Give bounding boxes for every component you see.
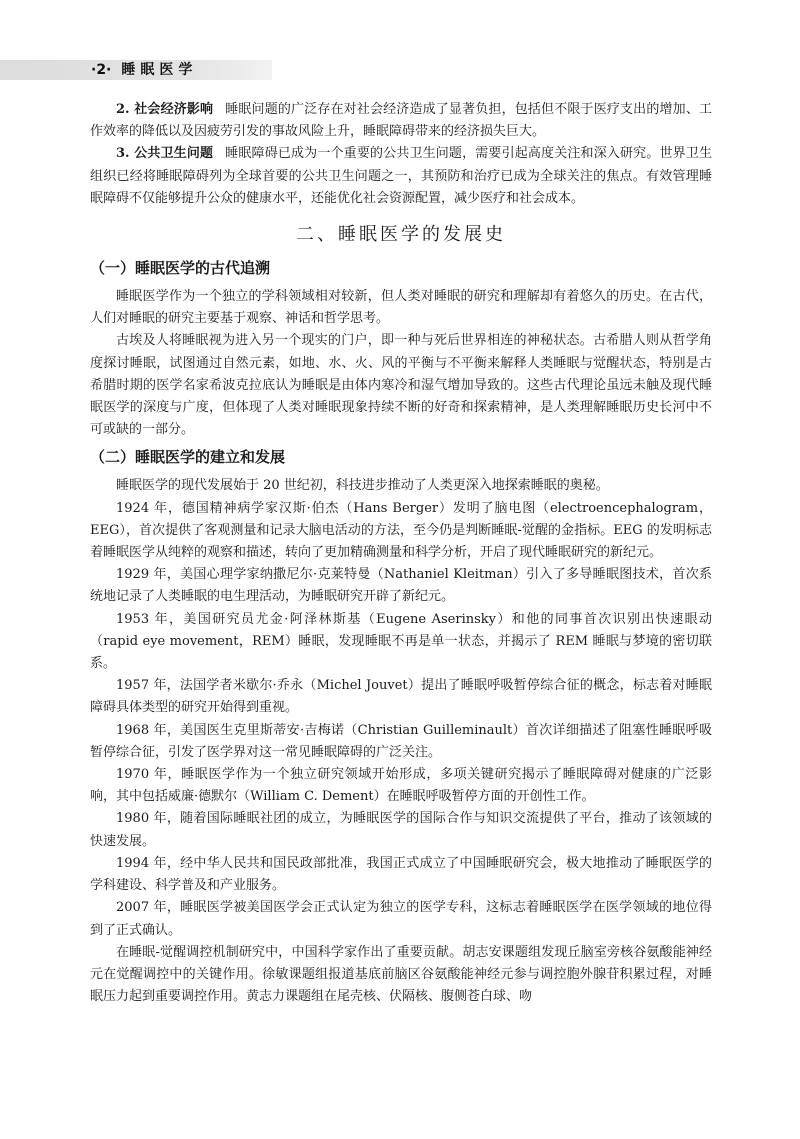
paragraph: 1970 年，睡眠医学作为一个独立研究领域开始形成，多项关键研究揭示了睡眠障碍对健康的广泛影响，其中包括威廉·德默尔（William C. Dement）在睡眠呼吸暂停方面的开创性工作。 [90, 767, 712, 805]
running-title: 睡眠医学 [121, 62, 198, 78]
subsection-title-ancient: （一）睡眠医学的古代追溯 [90, 259, 271, 278]
section-title: 二、睡眠医学的发展史 [296, 224, 506, 246]
paragraph-label: 3. 公共卫生问题 [116, 146, 214, 162]
subsection-title-modern: （二）睡眠医学的建立和发展 [90, 448, 286, 467]
paragraph: 1980 年，随着国际睡眠社团的成立，为睡眠医学的国际合作与知识交流提供了平台，推动了该领域的快速发展。 [90, 811, 712, 849]
paragraph: 1929 年，美国心理学家纳撒尼尔·克莱特曼（Nathaniel Kleitman）引入了多导睡眠图技术，首次系统地记录了人类睡眠的电生理活动，为睡眠研究开辟了新纪元。 [90, 567, 712, 605]
paragraph: 在睡眠-觉醒调控机制研究中，中国科学家作出了重要贡献。胡志安课题组发现丘脑室旁核谷氨酸能神经元在觉醒调控中的关键作用。徐敏课题组报道基底前脑区谷氨酸能神经元参与调控胞外腺苷积累过程，对睡眠压力起到重要调控作用。黄志力课题组在尾壳核、伏隔核、腹侧苍白球、吻 [90, 944, 712, 1005]
paragraph-public-health [90, 143, 712, 210]
paragraph: 1953 年，美国研究员尤金·阿泽林斯基（Eugene Aserinsky）和他的同事首次识别出快速眼动（rapid eye movement，REM）睡眠，发现睡眠不再是单一状态，并揭示了 REM 睡眠与梦境的密切联系。 [90, 611, 712, 672]
paragraph: 1968 年，美国医生克里斯蒂安·吉梅诺（Christian Guilleminault）首次详细描述了阻塞性睡眠呼吸暂停综合征，引发了医学界对这一常见睡眠障碍的广泛关注。 [90, 722, 712, 760]
paragraph-economic-impact [90, 99, 712, 143]
paragraph: 1994 年，经中华人民共和国民政部批准，我国正式成立了中国睡眠研究会，极大地推动了睡眠医学的学科建设、科学普及和产业服务。 [90, 855, 712, 894]
paragraph: 睡眠医学作为一个独立的学科领域相对较新，但人类对睡眠的研究和理解却有着悠久的历史。在古代，人们对睡眠的研究主要基于观察、神话和哲学思考。 [90, 289, 712, 327]
paragraph: 睡眠医学的现代发展始于 20 世纪初，科技进步推动了人类更深入地探索睡眠的奥秘。 [116, 478, 609, 494]
page-body [90, 99, 712, 1008]
paragraph: 1957 年，法国学者米歇尔·乔永（Michel Jouvet）提出了睡眠呼吸暂停综合征的概念，标志着对睡眠障碍具体类型的研究开始得到重视。 [90, 678, 712, 716]
paragraph-label: 2. 社会经济影响 [116, 102, 214, 117]
running-header [91, 61, 197, 79]
paragraph-text: 睡眠障碍已成为一个重要的公共卫生问题，需要引起高度关注和深入研究。世界卫生组织已经将睡眠障碍列为全球首要的公共卫生问题之一，其预防和治疗已成为全球关注的焦点。有效管理睡眠障碍不仅能够提升公众的健康水平，还能优化社会资源配置，减少医疗和社会成本。 [90, 146, 712, 206]
paragraph-text: 睡眠问题的广泛存在对社会经济造成了显著负担，包括但不限于医疗支出的增加、工作效率的降低以及因疲劳引发的事故风险上升，睡眠障碍带来的经济损失巨大。 [90, 102, 712, 140]
paragraph: 2007 年，睡眠医学被美国医学会正式认定为独立的医学专科，这标志着睡眠医学在医学领域的地位得到了正式确认。 [90, 900, 712, 938]
page-number: ·2· [91, 62, 112, 78]
paragraph: 古埃及人将睡眠视为进入另一个现实的门户，即一种与死后世界相连的神秘状态。古希腊人则从哲学角度探讨睡眠，试图通过自然元素，如地、水、火、风的平衡与不平衡来解释人类睡眠与觉醒状态，特别是古希腊时期的医学名家希波克拉底认为睡眠是由体内寒冷和湿气增加导致的。这些古代理论虽远未触及现代睡眠医学的深度与广度，但体现了人类对睡眠现象持续不断的好奇和探索精神，是人类理解睡眠历史长河中不可或缺的一部分。 [90, 333, 712, 438]
paragraph: 1924 年，德国精神病学家汉斯·伯杰（Hans Berger）发明了脑电图（electroencephalogram，EEG），首次提供了客观测量和记录大脑电活动的方法，至今仍是判断睡眠-觉醒的金指标。EEG 的发明标志着睡眠医学从纯粹的观察和描述，转向了更加精确测量和科学分析，开启了现代睡眠研究的新纪元。 [90, 500, 712, 561]
